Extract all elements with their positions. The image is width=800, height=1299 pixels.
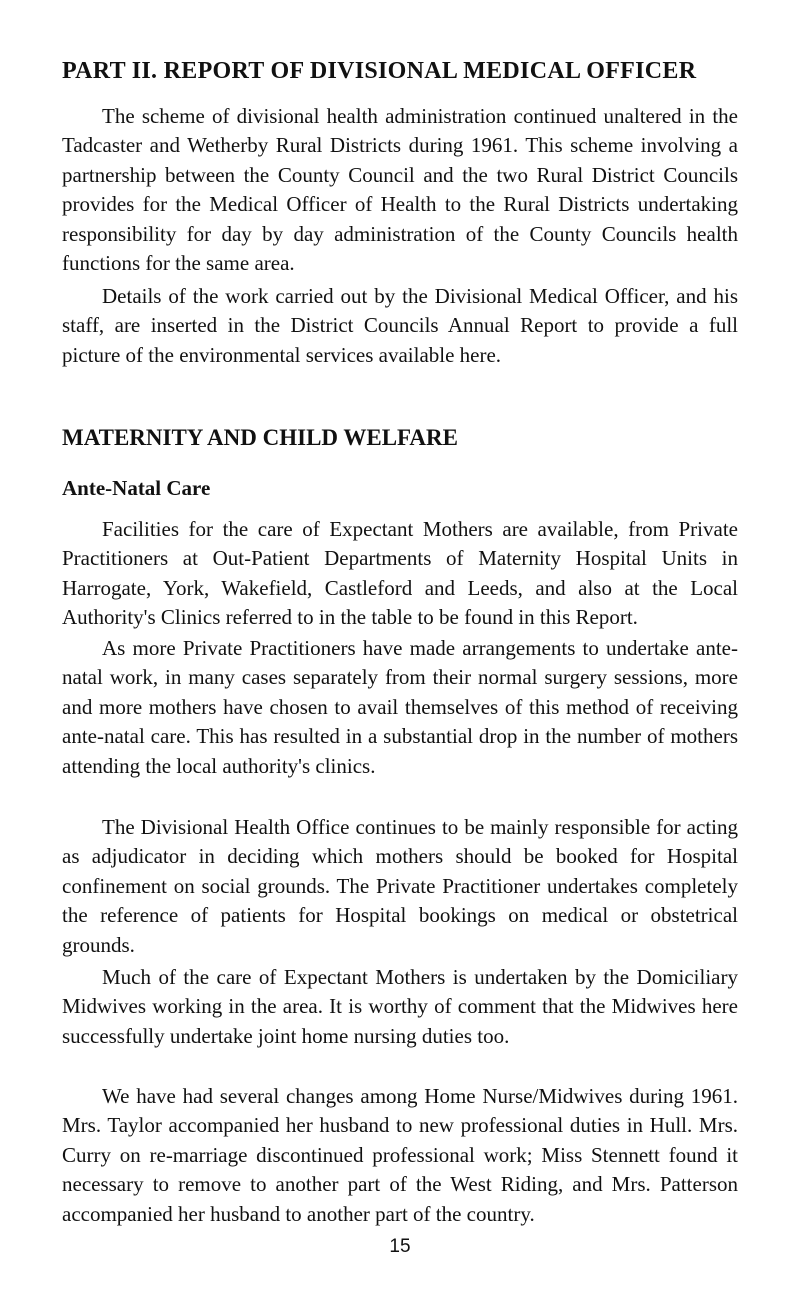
intro-paragraph-2: Details of the work carried out by the Divisional Medical Officer, and his staff, are inserted in the District Councils Annual Report to provide a full picture of the environmental services available here. <box>62 284 738 367</box>
body-paragraph-3: The Divisional Health Office continues to be mainly responsible for acting as adjudicator in deciding which mothers should be booked for Hospital confinement on social grounds. The Private Practitioner undertakes completely the reference of patients for Hospital bookings on medical or obstetrical grounds. <box>62 815 738 957</box>
section-heading: MATERNITY AND CHILD WELFARE <box>62 425 458 450</box>
sub-heading: Ante-Natal Care <box>62 476 211 500</box>
body-paragraph-4: Much of the care of Expectant Mothers is undertaken by the Domiciliary Midwives working in the area. It is worthy of comment that the Midwives here successfully undertake joint home nursing duties too. <box>62 965 738 1048</box>
part-title: PART II. REPORT OF DIVISIONAL MEDICAL OFFICER <box>62 58 697 84</box>
body-paragraph-5: We have had several changes among Home Nurse/Midwives during 1961. Mrs. Taylor accompanied her husband to new professional duties in Hull. Mrs. Curry on re-marriage discontinued professional work; Miss Stennett found it necessary to remove to another part of the West Riding, and Mrs. Patterson accompanied her husband to another part of the country. <box>62 1084 738 1226</box>
body-paragraph-1: Facilities for the care of Expectant Mothers are available, from Private Practitioners at Out-Patient Departments of Maternity Hospital Units in Harrogate, York, Wakefield, Castleford and Leeds, and also at the Local Authority's Clinics referred to in the table to be found in this Report. <box>62 517 738 630</box>
body-paragraph-2: As more Private Practitioners have made arrangements to undertake ante-natal work, in many cases separately from their normal surgery sessions, more and more mothers have chosen to avail themselves of this method of receiving ante-natal care. This has resulted in a substantial drop in the number of mothers attending the local authority's clinics. <box>62 636 738 778</box>
page-number: 15 <box>389 1236 411 1257</box>
intro-paragraph-1: The scheme of divisional health administration continued unaltered in the Tadcaster and Wetherby Rural Districts during 1961. This scheme involving a partnership between the County Council and the two Rural District Councils provides for the Medical Officer of Health to the Rural Districts undertaking responsibility for day by day administration of the County Councils health functions for the same area. <box>62 104 738 276</box>
